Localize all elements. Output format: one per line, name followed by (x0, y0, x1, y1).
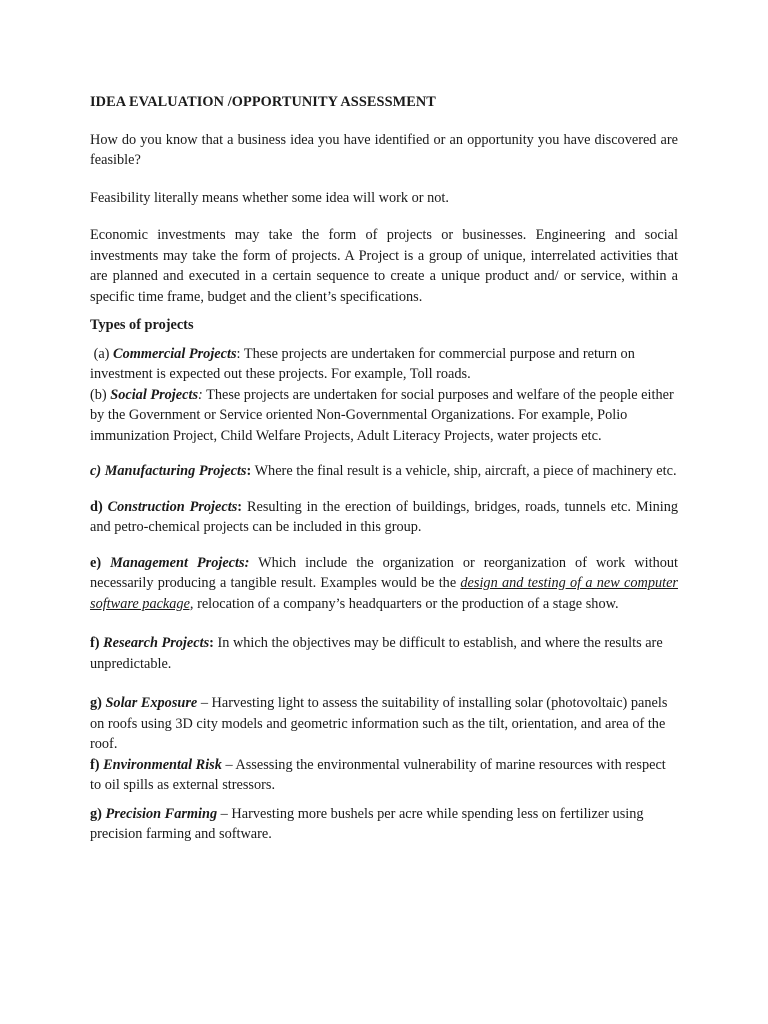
item-text: Which include the organization or reorganization of work without necessarily producing a tangible result. Examples would be the (90, 554, 678, 591)
item-term: Manufacturing Projects (104, 463, 247, 479)
item-term: Environmental Risk (103, 756, 222, 773)
feasibility-paragraph: Feasibility literally means whether some idea will work or not. (90, 189, 449, 206)
item-term: Commercial Projects (113, 345, 237, 362)
item-text: Assessing the environmental vulnerability of marine resources with respect to oil spills as external stressors. (90, 756, 666, 793)
item-text: Resulting in the erection of buildings, bridges, roads, tunnels etc. Mining and petro-chemical projects can be included in this group. (90, 498, 678, 535)
item-separator: : (209, 635, 214, 651)
item-text: These projects are undertaken for commercial purpose and return on investment is expected out these projects. For example, Toll roads. (90, 345, 639, 382)
item-separator: – (217, 805, 228, 822)
item-text: Where the final result is a vehicle, ship, aircraft, a piece of machinery etc. (251, 463, 677, 479)
item-term: Construction Projects (107, 498, 238, 515)
item-social-projects (90, 385, 678, 447)
item-text: Harvesting light to assess the suitability of installing solar (photovoltaic) panels on roofs using 3D city models and geometric information such as the tilt, orientation, and area of the roof. (90, 695, 668, 752)
document-body (90, 92, 678, 845)
item-text: These projects are undertaken for social purposes and welfare of the people either by the Government or Service oriented Non-Governmental Organizations. For example, Polio immunization Project, Child Welfare Projects, Adult Literacy Projects, water projects etc. (90, 386, 678, 444)
economic-investments-paragraph: Economic investments may take the form of projects or businesses. Engineering and social investments may take the form of projects. A Project is a group of unique, interrelated activities that are planned and executed in a certain sequence to create a unique product and/ or service, within a specific time frame, budget and the client’s specifications. (90, 227, 678, 305)
item-separator: : (237, 498, 243, 515)
item-term: Management Projects: (110, 554, 250, 571)
item-prefix: d) (90, 498, 108, 515)
item-term: Precision Farming (105, 805, 218, 822)
item-manufacturing-projects (90, 461, 678, 482)
item-prefix: f) (90, 635, 104, 651)
item-text: Harvesting more bushels per acre while spending less on fertilizer using precision farming and software. (90, 805, 644, 842)
item-text: In which the objectives may be difficult to establish, and where the results are unpredictable. (90, 635, 663, 672)
item-term: Research Projects (103, 635, 210, 651)
item-prefix: (b) (90, 386, 111, 403)
item-prefix: g) (90, 695, 106, 711)
item-research-projects (90, 633, 678, 674)
item-prefix: g) (90, 805, 106, 822)
item-separator: – (221, 756, 233, 773)
item-precision-farming (90, 804, 678, 845)
document-title: IDEA EVALUATION /OPPORTUNITY ASSESSMENT (90, 94, 436, 110)
intro-question-paragraph: How do you know that a business idea you have identified or an opportunity you have discovered are feasible? (90, 131, 678, 168)
item-term: Social Projects (110, 386, 199, 403)
item-separator: : (236, 345, 241, 362)
item-separator: : (246, 463, 252, 479)
item-separator: – (197, 695, 208, 711)
item-prefix: c) (90, 463, 105, 479)
item-environmental-risk (90, 755, 678, 796)
item-prefix: e) (90, 554, 111, 571)
item-commercial-projects (90, 344, 678, 385)
item-solar-exposure (90, 693, 678, 755)
software-package-link[interactable]: design and testing of a new computer software package, (90, 575, 678, 612)
item-text: relocation of a company’s headquarters or the production of a stage show. (193, 595, 619, 612)
item-construction-projects (90, 497, 678, 538)
item-prefix: (a) (90, 345, 114, 362)
types-of-projects-heading: Types of projects (90, 317, 194, 333)
item-term: Solar Exposure (105, 695, 198, 711)
item-prefix: f) (90, 756, 104, 773)
item-separator: : (198, 386, 203, 403)
item-management-projects (90, 553, 678, 615)
